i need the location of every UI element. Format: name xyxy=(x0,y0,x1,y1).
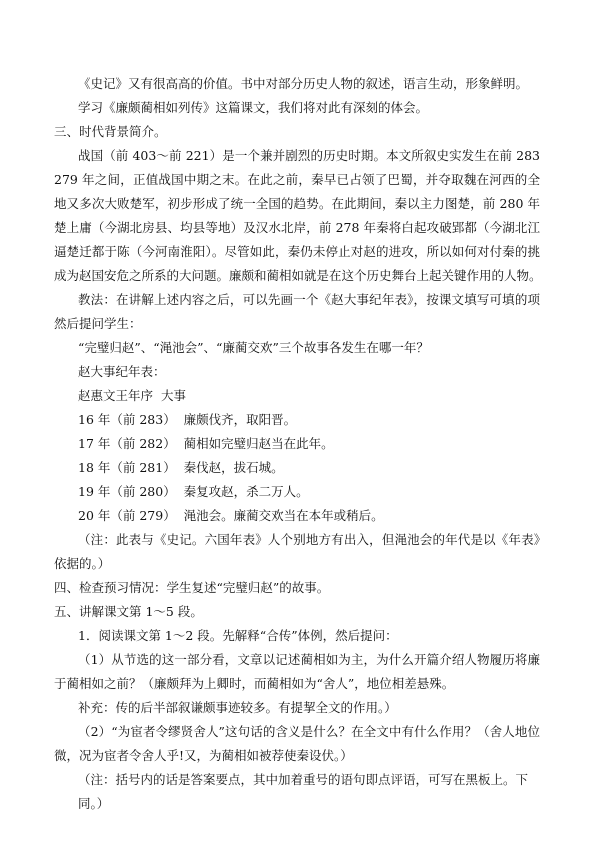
table-row: 18 年（前 281） 秦伐赵，拔石城。 xyxy=(78,460,284,475)
table-row: 16 年（前 283） 廉颇伐齐，取阳晋。 xyxy=(78,412,297,427)
table-header: 赵惠文王年序 大事 xyxy=(78,388,186,403)
table-title: 赵大事纪年表： xyxy=(78,364,166,379)
section-heading: 四、检查预习情况：学生复述“完璧归赵”的故事。 xyxy=(54,580,330,595)
table-row: 19 年（前 280） 秦复攻赵，杀二万人。 xyxy=(78,484,309,499)
section-heading: 五、讲解课文第 1～5 段。 xyxy=(54,604,203,619)
text-line: 补充：传的后半部叙谦颇事迹较多。有提挈全文的作用。） xyxy=(78,700,397,715)
text-line: （2）“为宦者令缪贤舍人”这句话的含义是什么？在全文中有什么作用？（舍人地位 xyxy=(78,724,540,739)
text-line: （1）从节选的这一部分看，文章以记述蔺相如为主，为什么开篇介绍人物履历将廉 xyxy=(78,652,540,667)
section-heading: 三、时代背景简介。 xyxy=(54,124,167,139)
text-line: （注：括号内的话是答案要点，其中加着重号的语句即点评语，可写在黑板上。下 xyxy=(78,772,529,787)
text-line: （注：此表与《史记。六国年表》人个别地方有出入，但渑池会的年代是以《年表》 xyxy=(78,532,540,547)
text-line: 同。） xyxy=(78,796,110,811)
text-line: 依据的。） xyxy=(54,556,111,571)
text-line: 《史记》又有很高高的价值。书中对部分历史人物的叙述，语言生动，形象鲜明。 xyxy=(78,76,529,91)
text-line: 成为赵国安危之所系的大问题。廉颇和蔺相如就是在这个历史舞台上起关键作用的人物。 xyxy=(54,268,542,283)
text-line: 学习《廉颇蔺相如列传》这篇课文，我们将对此有深刻的体会。 xyxy=(78,100,429,115)
text-line: 1．阅读课文第 1～2 段。先解释“合传”体例，然后提问： xyxy=(78,628,398,643)
text-line: 地又多次大败楚军，初步形成了统一全国的趋势。在此期间，秦以主力图楚，前 280 年 xyxy=(54,196,540,211)
text-line: 然后提问学生： xyxy=(54,316,142,331)
text-line: 楚上庸（今湖北房县、均县等地）及汉水北岸，前 278 年秦将白起攻破郢都（今湖北江 xyxy=(54,220,540,235)
table-row: 17 年（前 282） 蔺相如完璧归赵当在此年。 xyxy=(78,436,334,451)
text-line: 于蔺相如之前？（廉颇拜为上卿时，而蔺相如为“舍人”，地位相差悬殊。 xyxy=(54,676,455,691)
text-line: 教法：在讲解上述内容之后，可以先画一个《赵大事纪年表》，按课文填写可填的项 xyxy=(78,292,540,307)
text-line: 战国（前 403～前 221）是一个兼并剧烈的历史时期。本文所叙史实发生在前 283 xyxy=(78,148,540,163)
text-line: “完璧归赵”、“渑池会”、“廉蔺交欢”三个故事各发生在哪一年？ xyxy=(78,340,429,355)
table-row: 20 年（前 279） 渑池会。廉蔺交欢当在本年或稍后。 xyxy=(78,508,384,523)
text-line: 微，况为宦者令舍人乎!又，为蔺相如被荐使秦设伏。） xyxy=(54,748,353,763)
text-line: 279 年之间，正值战国中期之末。在此之前，秦早已占领了巴蜀，并夺取魏在河西的全 xyxy=(54,172,540,187)
text-line: 逼楚迁都于陈（今河南淮阳）。尽管如此，秦仍未停止对赵的进攻，所以如何对付秦的挑 xyxy=(54,244,540,259)
